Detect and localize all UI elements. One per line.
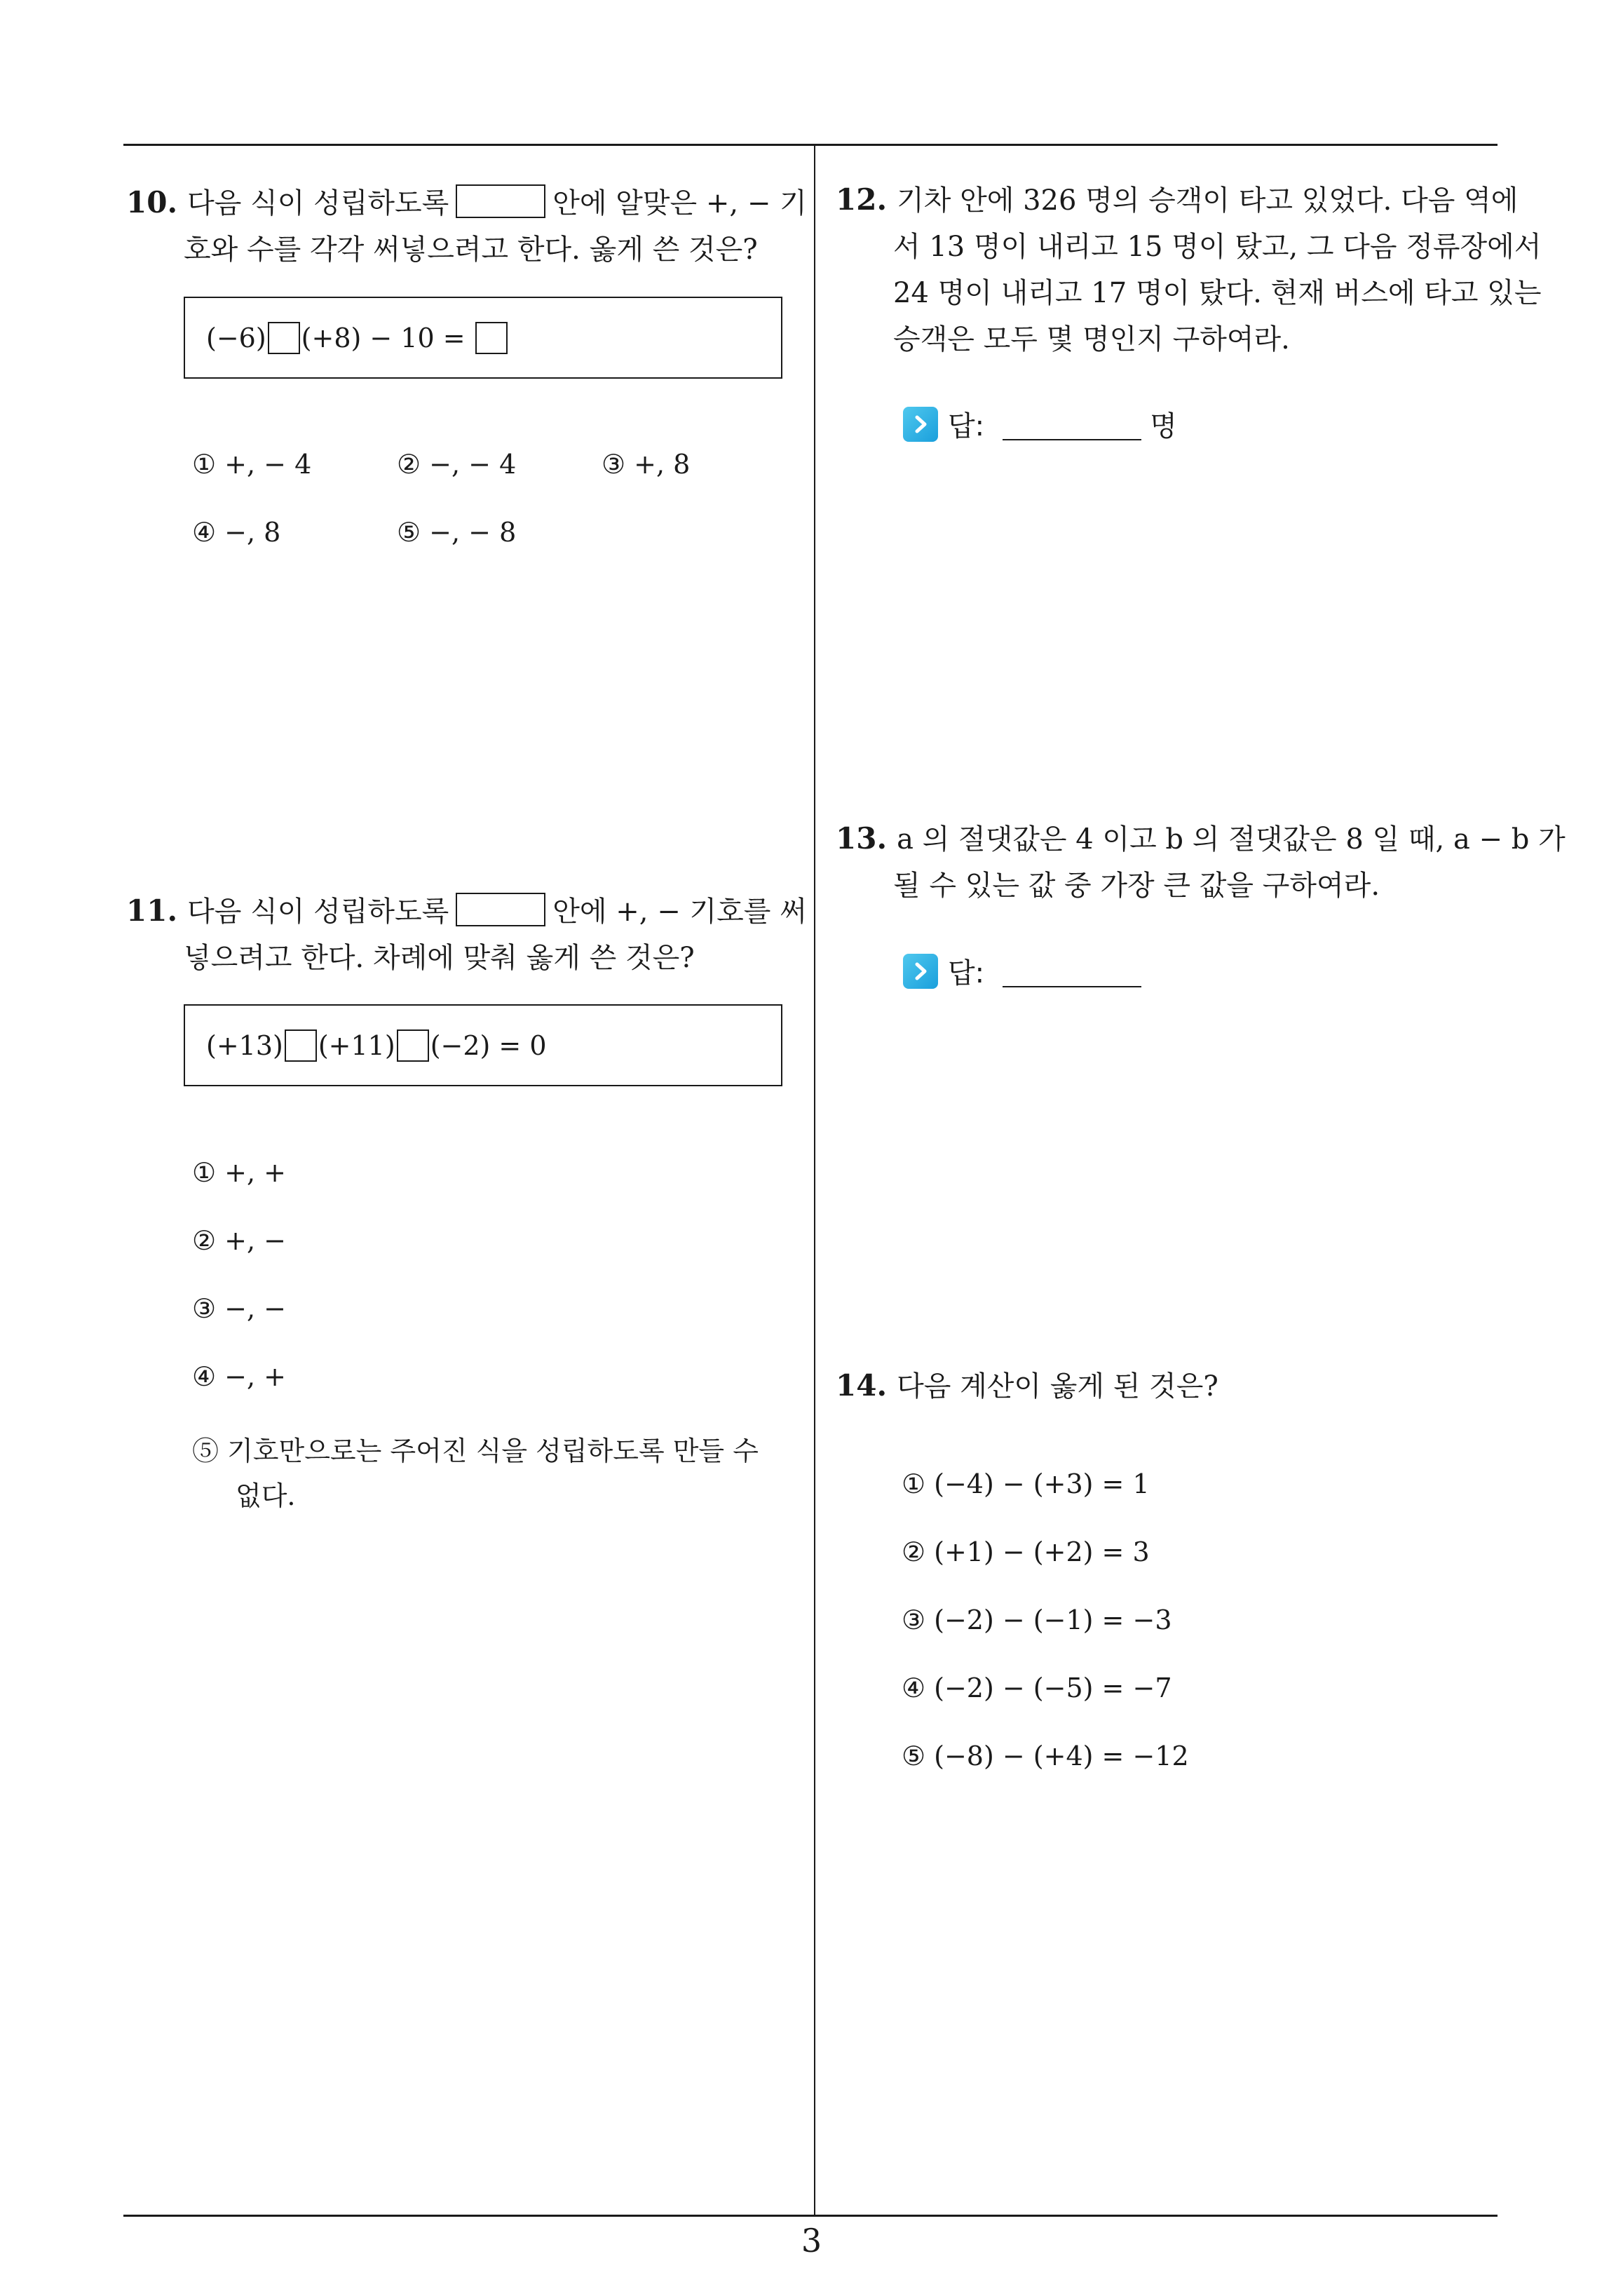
choice-5[interactable]: ⑤ (−8) − (+4) = −12 [902,1741,1189,1771]
equation-part: (−2) = 0 [430,1029,547,1061]
equation-part: (+11) [318,1029,395,1061]
choice-2[interactable]: ② −, − 4 [397,449,517,480]
choice-5[interactable]: ⑤ 기호만으로는 주어진 식을 성립하도록 만들 수 [192,1436,759,1466]
question-text: 넣으려고 한다. 차례에 맞춰 옳게 쓴 것은? [184,942,695,974]
equation-part: (+13) [206,1029,283,1061]
choice-3[interactable]: ③ −, − [192,1293,286,1324]
blank-square [285,1029,317,1062]
choice-1[interactable]: ① +, − 4 [192,449,312,480]
question-text: 다음 식이 성립하도록 [187,896,449,928]
question-text: 24 명이 내리고 17 명이 탔다. 현재 버스에 타고 있는 [893,277,1542,309]
question-11 [126,888,807,981]
question-number: 13. [836,821,888,856]
chevron-right-icon [903,954,938,989]
answer-row [903,404,1177,444]
bottom-rule [123,2215,1498,2217]
choice-4[interactable]: ④ −, 8 [192,517,281,548]
answer-label: 답: [948,410,985,443]
question-text: a 의 절댓값은 4 이고 b 의 절댓값은 8 일 때, a − b 가 [897,823,1566,856]
choice-3[interactable]: ③ +, 8 [602,449,691,480]
question-text: 호와 수를 각각 써넣으려고 한다. 옳게 쓴 것은? [184,234,758,266]
question-text: 서 13 명이 내리고 15 명이 탔고, 그 다음 정류장에서 [893,231,1542,263]
top-rule [123,144,1498,146]
equation-box [184,297,782,379]
question-10 [126,180,807,273]
choice-3[interactable]: ③ (−2) − (−1) = −3 [902,1605,1172,1635]
question-number: 14. [836,1368,888,1403]
chevron-right-icon [903,407,938,442]
answer-box-placeholder [456,893,545,926]
choice-4[interactable]: ④ −, + [192,1361,286,1392]
choice-5[interactable]: ⑤ −, − 8 [397,517,517,548]
choice-5-continued: 없다. [236,1480,296,1511]
blank-square [397,1029,429,1062]
column-divider [814,144,815,2217]
blank-square [475,322,508,354]
question-text: 기차 안에 326 명의 승객이 타고 있었다. 다음 역에 [897,184,1519,217]
choice-1[interactable]: ① (−4) − (+3) = 1 [902,1468,1150,1499]
question-text: 될 수 있는 값 중 가장 큰 값을 구하여라. [893,870,1380,902]
question-13 [836,816,1566,909]
question-number: 10. [126,185,178,220]
question-text: 안에 +, − 기호를 써 [552,896,807,928]
equation-box [184,1004,782,1086]
answer-row [903,951,1141,991]
answer-box-placeholder [456,184,545,218]
question-text: 승객은 모두 몇 명인지 구하여라. [893,323,1290,356]
choice-2[interactable]: ② +, − [192,1225,286,1256]
question-number: 11. [126,893,178,928]
choice-1[interactable]: ① +, + [192,1157,286,1188]
answer-unit: 명 [1150,410,1177,443]
equation-part: (+8) − 10 = [301,322,466,353]
question-12 [836,177,1542,363]
equation-part: (−6) [206,322,266,353]
question-text: 다음 식이 성립하도록 [187,187,449,220]
answer-input-line[interactable] [1003,955,1141,987]
answer-label: 답: [948,957,985,990]
blank-square [268,322,300,354]
question-14 [836,1363,1509,1410]
choice-4[interactable]: ④ (−2) − (−5) = −7 [902,1673,1172,1703]
page-number: 3 [801,2222,822,2260]
choice-2[interactable]: ② (+1) − (+2) = 3 [902,1537,1150,1567]
answer-input-line[interactable] [1003,408,1141,440]
question-number: 12. [836,182,888,217]
question-text: 안에 알맞은 +, − 기 [552,187,807,220]
question-text: 다음 계산이 옳게 된 것은? [897,1370,1218,1403]
